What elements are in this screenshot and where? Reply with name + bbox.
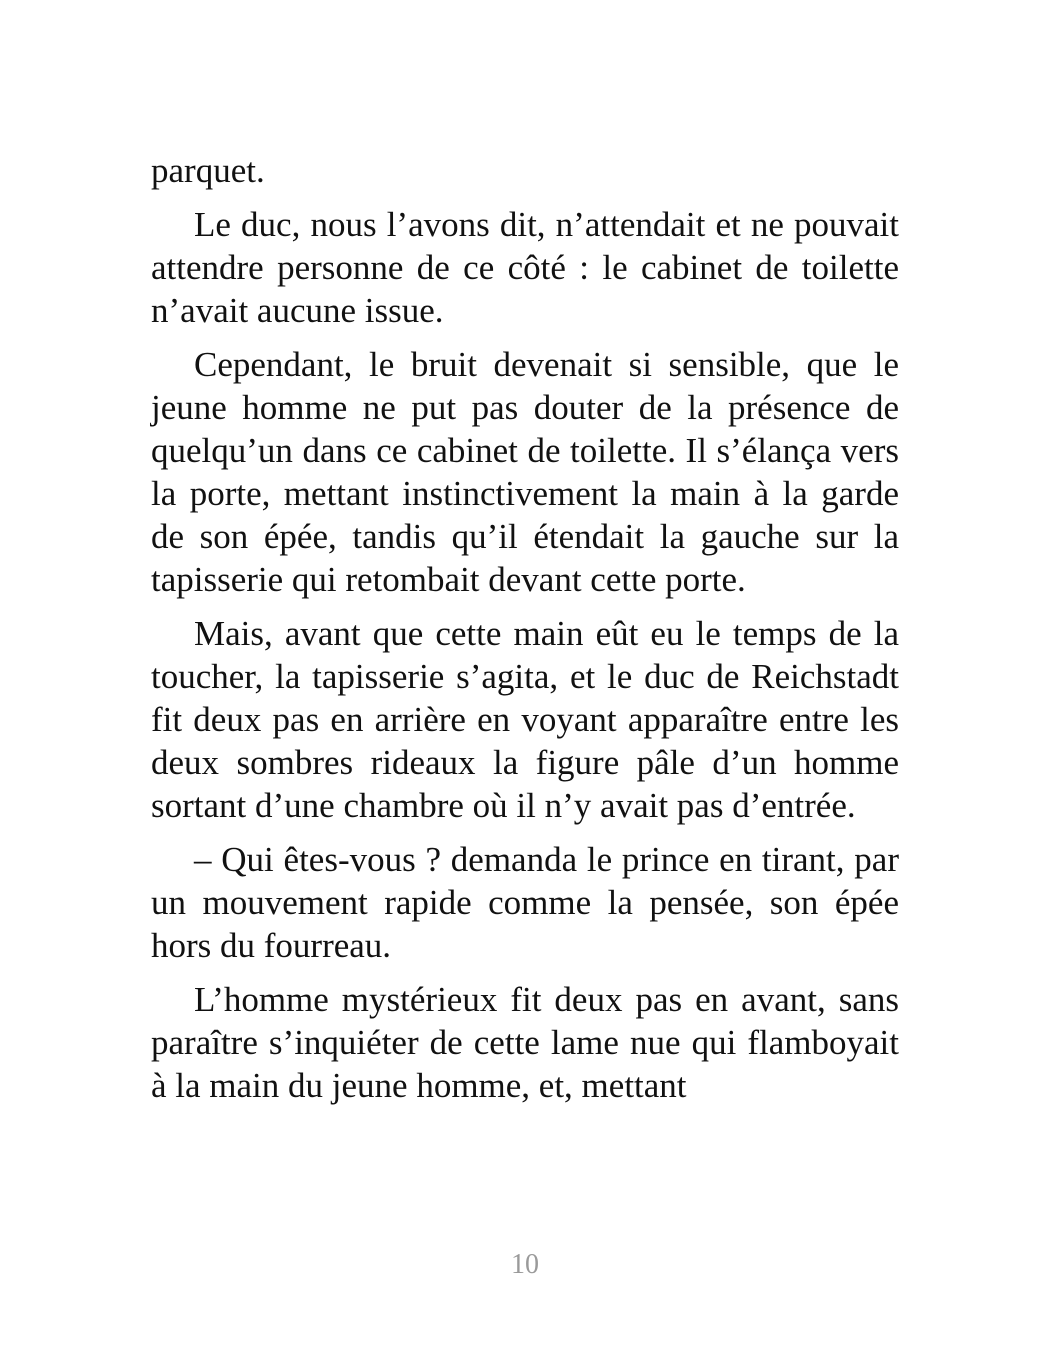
page-body	[151, 149, 899, 1118]
paragraph-dialogue: – Qui êtes-vous ? demanda le prince en tirant, par un mouvement rapide comme la pensée, son épée hors du fourreau.	[151, 840, 899, 965]
paragraph: Le duc, nous l’avons dit, n’attendait et ne pouvait attendre personne de ce côté : le cabinet de toilette n’avait aucune issue.	[151, 205, 899, 330]
paragraph-continuation: parquet.	[151, 151, 265, 190]
paragraph: Mais, avant que cette main eût eu le temps de la toucher, la tapisserie s’agita, et le duc de Reichstadt fit deux pas en arrière en voyant apparaître entre les deux sombres rideaux la figure pâle d’un homme sortant d’une chambre où il n’y avait pas d’entrée.	[151, 614, 899, 825]
paragraph: L’homme mystérieux fit deux pas en avant, sans paraître s’inquiéter de cette lame nue qui flamboyait à la main du jeune homme, et, mettant	[151, 980, 899, 1105]
page-number: 10	[511, 1249, 539, 1280]
paragraph: Cependant, le bruit devenait si sensible, que le jeune homme ne put pas douter de la présence de quelqu’un dans ce cabinet de toilette. Il s’élança vers la porte, mettant instinctivement la main à la garde de son épée, tandis qu’il étendait la gauche sur la tapisserie qui retombait devant cette porte.	[151, 345, 899, 599]
